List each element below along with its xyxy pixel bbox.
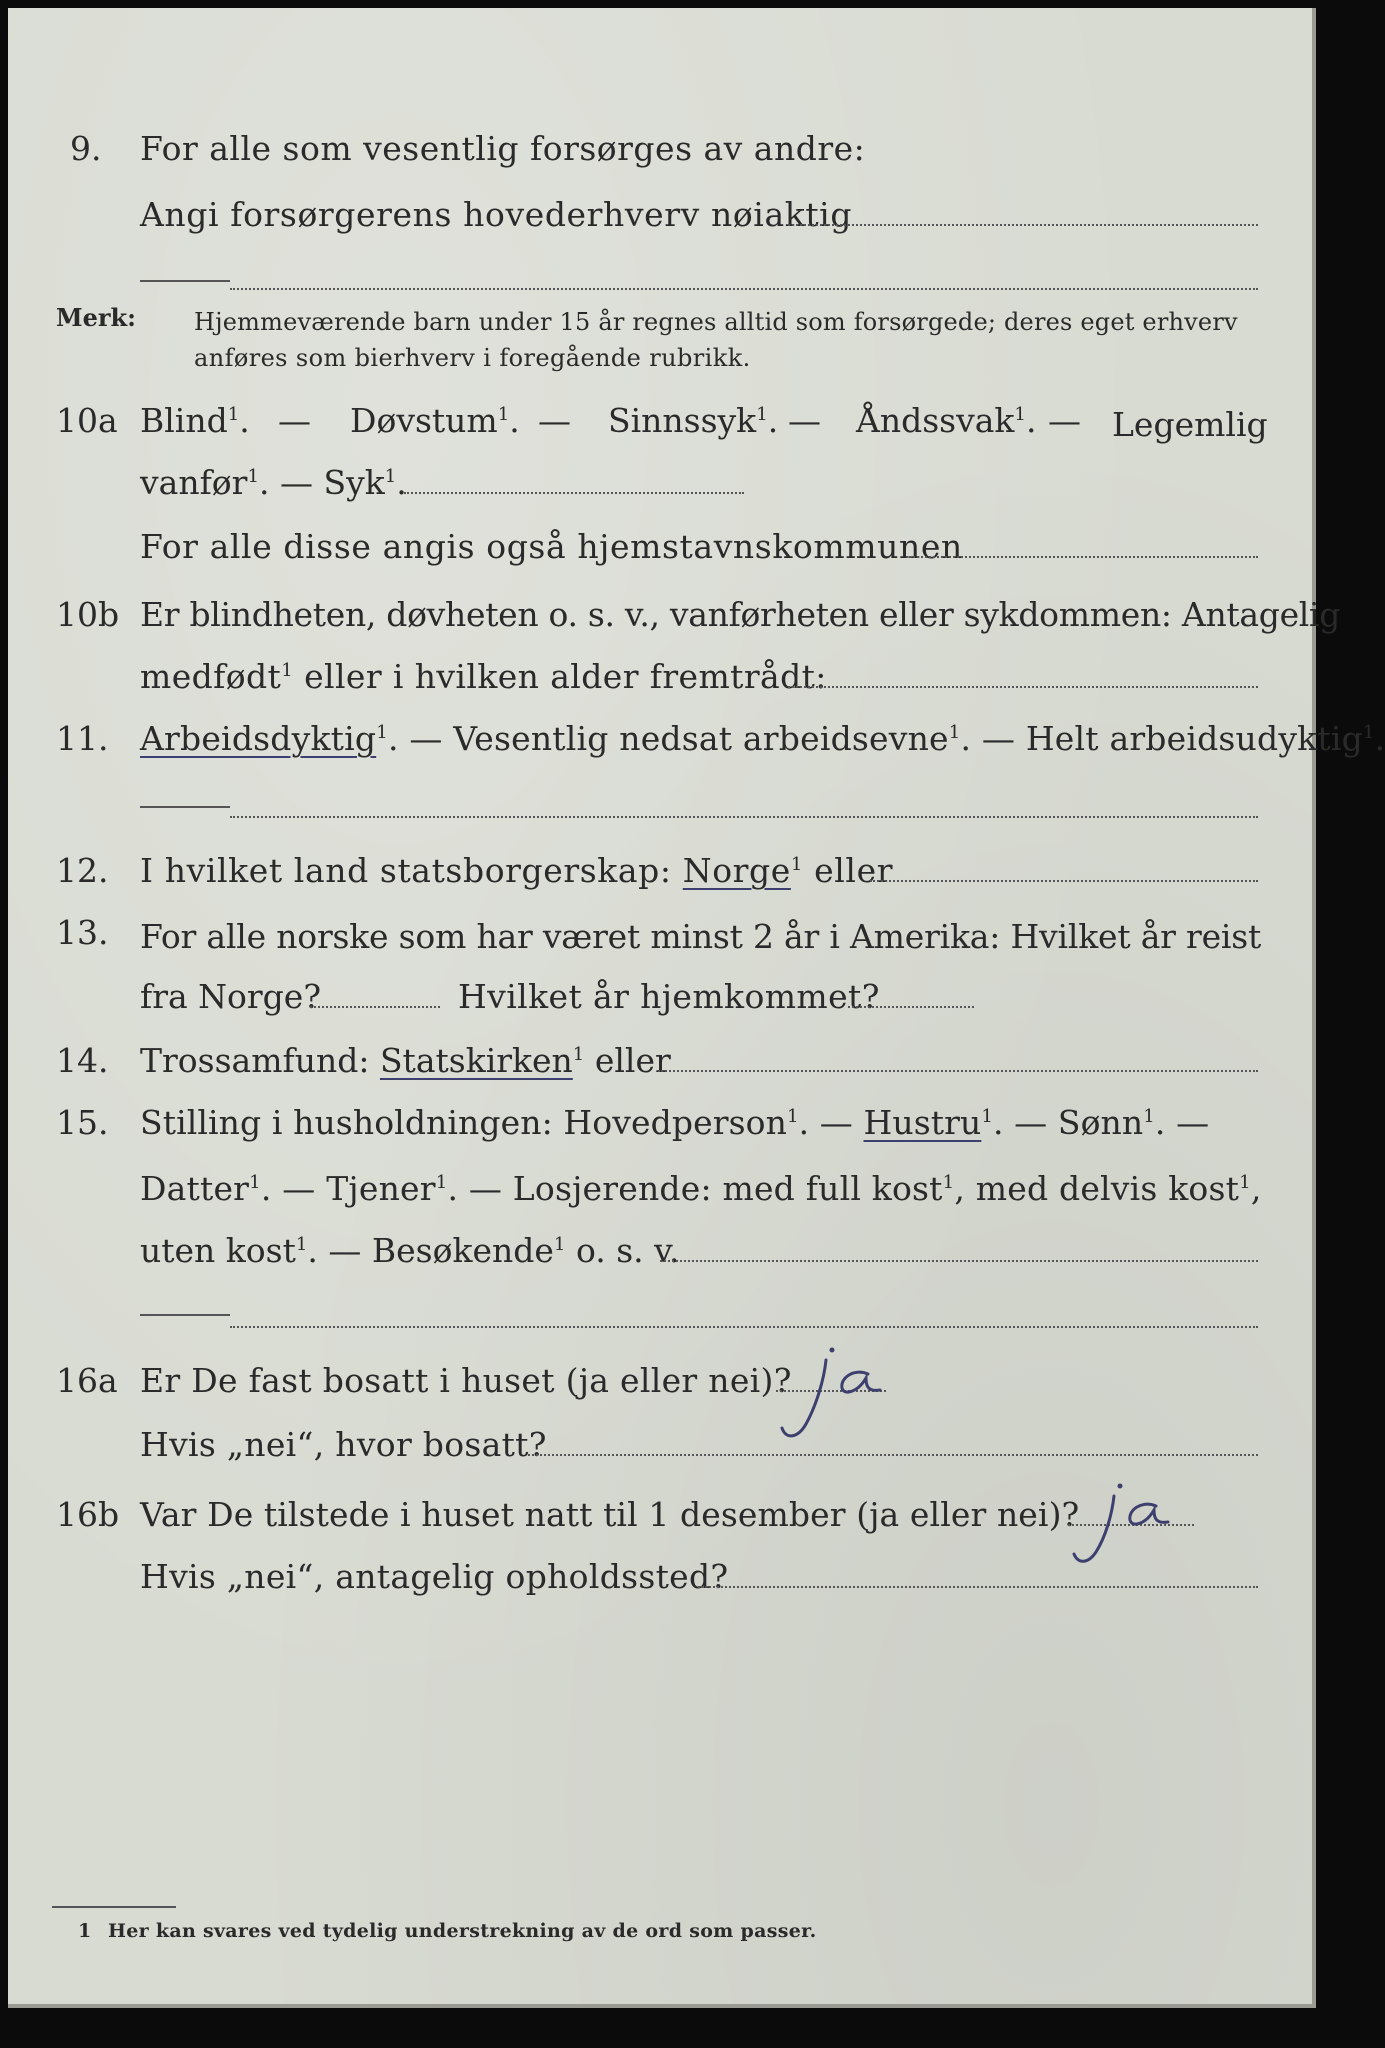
q9-answer-line	[788, 224, 1258, 226]
q16b-line2: Hvis „nei“, antagelig opholdssted?	[140, 1557, 729, 1596]
q14-statskirken-underlined: Statskirken	[379, 1041, 573, 1080]
q9-short-rule	[140, 280, 230, 282]
q16a-line2: Hvis „nei“, hvor bosatt?	[140, 1425, 547, 1464]
q9-number: 9.	[70, 129, 102, 168]
q10a-dash1: —	[278, 401, 311, 440]
q11-arbeidsdyktig-underlined: Arbeidsdyktig	[140, 719, 377, 758]
q12-number: 12.	[56, 851, 109, 890]
q14-text: Trossamfund: Statskirken$^1$ eller	[140, 1041, 671, 1080]
q13-reist-line	[310, 1006, 440, 1008]
q10a-dash3: —	[788, 401, 821, 440]
footnote-mark: 1	[78, 1920, 92, 1942]
merk-line2: anføres som bierhverv i foregående rubrikk.	[194, 344, 751, 372]
q10b-line2: medfødt$^1$ eller i hvilken alder fremtrådt:	[140, 657, 827, 696]
q10a-andssvak: Åndssvak$^1$.	[856, 401, 1037, 440]
footnote-text: Her kan svares ved tydelig understrekning av de ord som passer.	[108, 1920, 817, 1942]
q10a-sinnssyk: Sinnssyk$^1$.	[608, 401, 779, 440]
q16a-bosatt-line	[528, 1454, 1258, 1456]
q12-text: I hvilket land statsborgerskap: Norge$^1$ eller	[140, 851, 894, 890]
q16a-handwritten-ja	[768, 1344, 908, 1454]
q11-number: 11.	[56, 719, 109, 758]
q15-line2: Datter$^1$. — Tjener$^1$. — Losjerende: med full kost$^1$, med delvis kost$^1$,	[140, 1169, 1262, 1208]
q10a-syk-line	[404, 492, 744, 494]
q16a-number: 16a	[56, 1361, 118, 1400]
merk-line1: Hjemmeværende barn under 15 år regnes alltid som forsørgede; deres eget erhverv	[194, 308, 1238, 336]
q10a-vanfor: vanfør$^1$. — Syk$^1$.	[140, 463, 407, 502]
q10a-line3: For alle disse angis også hjemstavnskommunen	[140, 527, 963, 566]
q11-short-rule	[140, 806, 230, 808]
q16b-number: 16b	[56, 1495, 120, 1534]
q10a-legemlig: Legemlig	[1112, 405, 1268, 444]
footnote-rule	[52, 1906, 176, 1908]
q15-line3: uten kost$^1$. — Besøkende$^1$ o. s. v.	[140, 1231, 680, 1270]
q15-hustru-underlined: Hustru	[863, 1103, 982, 1142]
q10a-number: 10a	[56, 401, 118, 440]
q9-answer-line-2	[230, 288, 1258, 290]
q9-line1: For alle som vesentlig forsørges av andre:	[140, 129, 866, 168]
q9-line2: Angi forsørgerens hovederhverv nøiaktig	[140, 195, 853, 234]
q10b-answer-line	[788, 686, 1258, 688]
q15-line1: Stilling i husholdningen: Hovedperson$^1$. — Hustru$^1$. — Sønn$^1$. —	[140, 1103, 1210, 1142]
q16a-line1: Er De fast bosatt i huset (ja eller nei)?	[140, 1361, 792, 1400]
merk-label: Merk:	[56, 303, 136, 332]
q13-line2b: Hvilket år hjemkommet?	[458, 977, 880, 1016]
q11-line: Arbeidsdyktig$^1$. — Vesentlig nedsat arbeidsevne$^1$. — Helt arbeidsudyktig$^1$.	[140, 719, 1385, 758]
q10a-dash2: —	[538, 401, 571, 440]
q16b-line1: Var De tilstede i huset natt til 1 desember (ja eller nei)?	[140, 1495, 1080, 1534]
q12-norge-underlined: Norge	[682, 851, 791, 890]
q14-answer-line	[658, 1070, 1258, 1072]
q13-hjemkommet-line	[848, 1006, 974, 1008]
q13-line2a: fra Norge?	[140, 977, 322, 1016]
q10a-blind: Blind$^1$.	[140, 401, 250, 440]
q10a-hjemstavn-line	[906, 556, 1258, 558]
q16b-opholdssted-line	[698, 1586, 1258, 1588]
q12-answer-line	[870, 880, 1258, 882]
q16b-handwritten-ja	[1062, 1478, 1202, 1578]
q10b-number: 10b	[56, 595, 120, 634]
q10b-line1: Er blindheten, døvheten o. s. v., vanførheten eller sykdommen: Antagelig	[140, 595, 1341, 634]
q15-short-rule	[140, 1314, 230, 1316]
q13-number: 13.	[56, 913, 109, 952]
census-form-page	[8, 8, 1385, 2008]
q15-number: 15.	[56, 1103, 109, 1142]
q10a-dash4: —	[1048, 401, 1081, 440]
q15-answer-line-2	[230, 1326, 1258, 1328]
q15-answer-line	[660, 1260, 1258, 1262]
q11-answer-line	[230, 816, 1258, 818]
q14-number: 14.	[56, 1041, 109, 1080]
q10a-dovstum: Døvstum$^1$.	[350, 401, 520, 440]
q13-line1: For alle norske som har været minst 2 år i Amerika: Hvilket år reist	[140, 917, 1262, 956]
